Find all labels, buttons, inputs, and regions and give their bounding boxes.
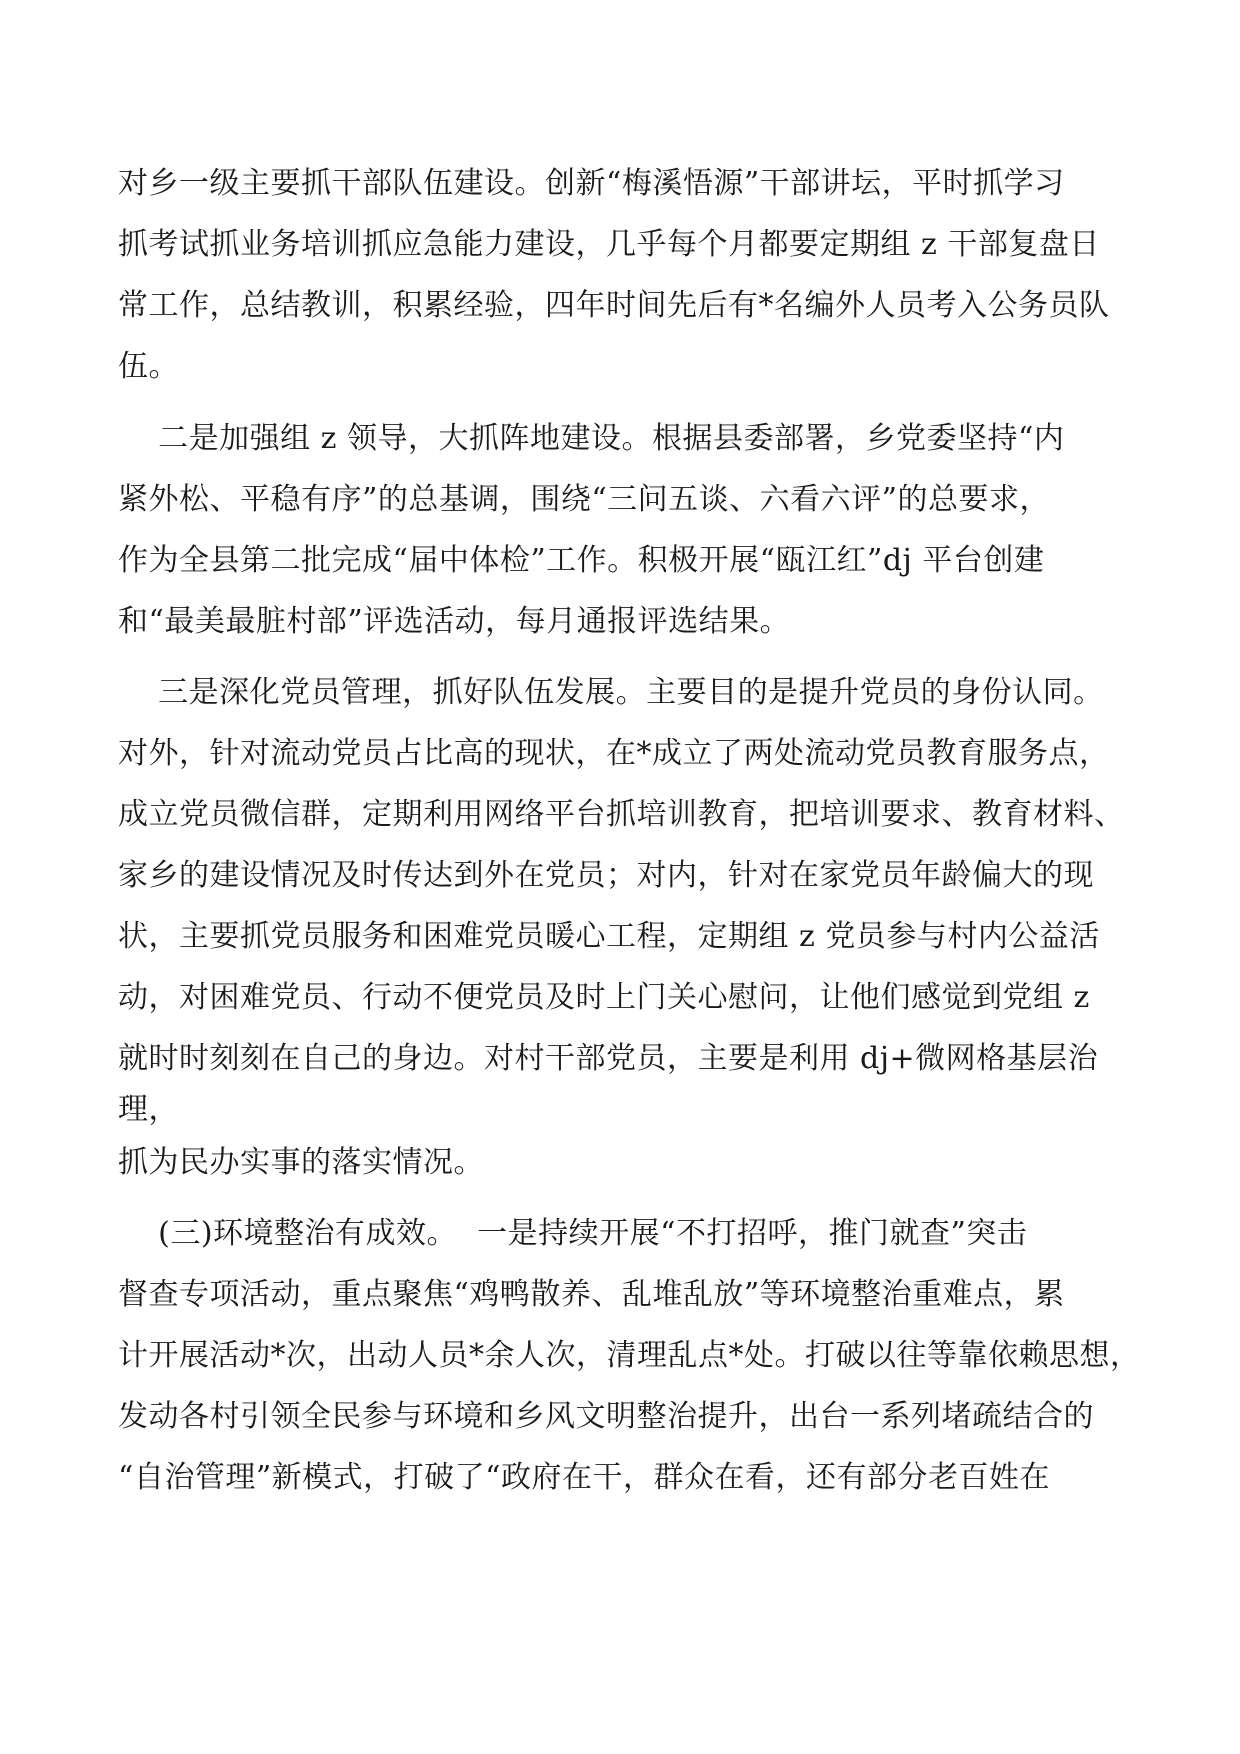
paragraph-3-line-7: 就时时刻刻在自己的身边。对村干部党员，主要是利用 dj+微网格基层治 [118,1041,1099,1076]
paragraph-1-line-2: 抓考试抓业务培训抓应急能力建设，几乎每个月都要定期组 z 干部复盘日 [118,227,1100,262]
paragraph-3-line-6: 动，对困难党员、行动不便党员及时上门关心慰问，让他们感觉到党组 z [118,980,1090,1015]
paragraph-3-line-5: 状，主要抓党员服务和困难党员暖心工程，定期组 z 党员参与村内公益活 [118,919,1100,954]
paragraph-3-line-4: 家乡的建设情况及时传达到外在党员；对内，针对在家党员年龄偏大的现 [118,858,1094,893]
paragraph-4-line-5: “自治管理”新模式，打破了“政府在干，群众在看，还有部分老百姓在 [118,1460,1051,1495]
paragraph-3-line-3: 成立党员微信群，定期利用网络平台抓培训教育，把培训要求、教育材料、 [118,797,1125,832]
paragraph-4-line-4: 发动各村引领全民参与环境和乡风文明整治提升，出台一系列堵疏结合的 [118,1399,1094,1434]
paragraph-4-line-3: 计开展活动*次，出动人员*余人次，清理乱点*处。打破以往等靠依赖思想， [118,1338,1141,1373]
paragraph-4-line-2: 督查专项活动，重点聚焦“鸡鸭散养、乱堆乱放”等环境整治重难点，累 [118,1277,1065,1312]
paragraph-2-line-1: 二是加强组 z 领导，大抓阵地建设。根据县委部署，乡党委坚持“内 [118,421,1065,456]
paragraph-3-line-8: 理， [118,1092,179,1127]
paragraph-2-line-4: 和“最美最脏村部”评选活动，每月通报评选结果。 [118,604,791,639]
paragraph-2-line-3: 作为全县第二批完成“届中体检”工作。积极开展“瓯江红”dj 平台创建 [118,543,1045,578]
paragraph-1-line-1: 对乡一级主要抓干部队伍建设。创新“梅溪悟源”干部讲坛，平时抓学习 [118,166,1065,201]
paragraph-3-line-2: 对外，针对流动党员占比高的现状，在*成立了两处流动党员教育服务点， [118,736,1110,771]
paragraph-1-line-4: 伍。 [118,349,179,384]
paragraph-4-line-1: (三)环境整治有成效。 一是持续开展“不打招呼，推门就查”突击 [118,1216,1028,1251]
paragraph-1-line-3: 常工作，总结教训，积累经验，四年时间先后有*名编外人员考入公务员队 [118,288,1110,323]
paragraph-3-line-9: 抓为民办实事的落实情况。 [118,1145,484,1180]
paragraph-3-line-1: 三是深化党员管理，抓好队伍发展。主要目的是提升党员的身份认同。 [118,675,1104,710]
paragraph-2-line-2: 紧外松、平稳有序”的总基调，围绕“三问五谈、六看六评”的总要求， [118,482,1051,517]
